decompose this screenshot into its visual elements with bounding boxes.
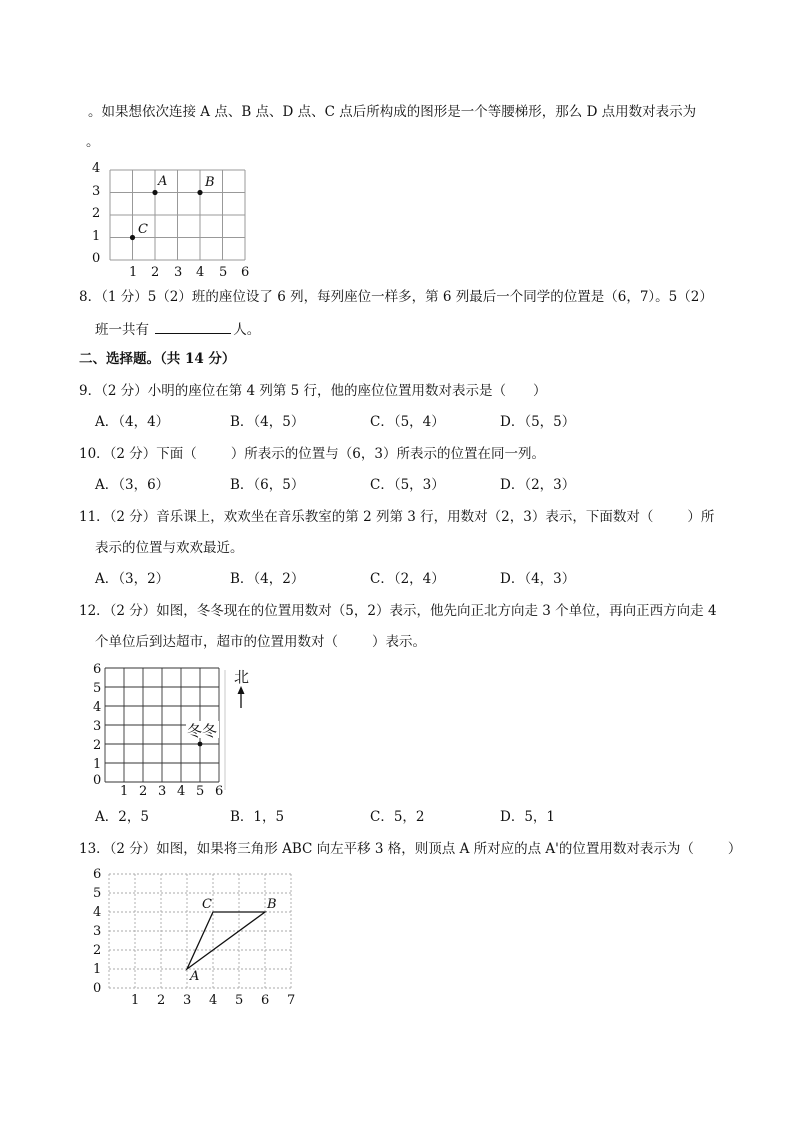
q7-line2: 。 <box>86 134 100 150</box>
q10-stem <box>79 445 545 463</box>
q12-option-d[interactable]: D．5，1 <box>500 809 556 825</box>
q12-line2-a: 个单位后到达超市，超市的位置用数对（ <box>95 634 338 650</box>
q12-line2 <box>95 633 426 651</box>
x-tick: 6 <box>241 265 250 280</box>
y-tick: 6 <box>93 662 102 677</box>
q11-line1-a: 11．（2 分）音乐课上，欢欢坐在音乐教室的第 2 列第 3 行，用数对（2，3）表示，下面数对（ <box>79 509 654 525</box>
q11-option-d[interactable]: D．（4，3） <box>500 571 576 587</box>
q9-option-b[interactable]: B．（4，5） <box>230 414 305 430</box>
q12-option-b[interactable]: B．1，5 <box>230 809 285 825</box>
x-tick: 3 <box>174 265 183 280</box>
vertex-a-label: A <box>190 969 200 984</box>
point-c-label: C <box>138 222 148 237</box>
y-tick: 2 <box>93 738 102 753</box>
x-tick: 7 <box>287 993 296 1008</box>
q11-line1-b: ）所 <box>687 509 715 525</box>
y-tick: 3 <box>92 184 101 199</box>
q7-coordinate-grid <box>85 158 255 280</box>
q10-option-b[interactable]: B．（6，5） <box>230 477 305 493</box>
q8-line2-suffix: 人。 <box>233 322 261 338</box>
x-tick: 1 <box>120 784 129 799</box>
y-tick: 1 <box>93 962 102 977</box>
q12-line2-b: ）表示。 <box>372 634 426 650</box>
point-a-label: A <box>158 174 168 189</box>
q8-answer-blank[interactable] <box>155 319 231 334</box>
north-arrow-icon <box>238 686 245 708</box>
vertex-b-label: B <box>267 897 277 912</box>
q9-option-d[interactable]: D．（5，5） <box>500 414 576 430</box>
q11-option-a[interactable]: A．（3，2） <box>95 571 170 587</box>
x-tick: 6 <box>215 784 224 799</box>
q13-coordinate-grid <box>88 866 302 1010</box>
vertex-c-label: C <box>202 897 212 912</box>
q13-stem-b: ） <box>727 841 742 857</box>
y-tick: 4 <box>93 905 102 920</box>
x-tick: 5 <box>196 784 205 799</box>
q11-line1 <box>79 508 714 526</box>
q10-option-a[interactable]: A．（3，6） <box>95 477 170 493</box>
y-tick: 1 <box>92 229 101 244</box>
y-tick: 4 <box>92 161 101 176</box>
y-tick: 4 <box>93 700 102 715</box>
q9-stem: 9．（2 分）小明的座位在第 4 列第 5 行，他的座位位置用数对表示是（ ） <box>79 383 547 399</box>
q11-option-b[interactable]: B．（4，2） <box>230 571 305 587</box>
q10-option-d[interactable]: D．（2，3） <box>500 477 576 493</box>
q8-line2 <box>95 319 260 339</box>
x-tick: 3 <box>183 993 192 1008</box>
q12-option-c[interactable]: C．5，2 <box>370 809 425 825</box>
q10-stem-b: ）所表示的位置与（6，3）所表示的位置在同一列。 <box>230 446 545 462</box>
q9-option-c[interactable]: C．（5，4） <box>370 414 445 430</box>
q12-coordinate-grid <box>88 660 260 800</box>
q11-option-c[interactable]: C．（2，4） <box>370 571 445 587</box>
y-tick: 6 <box>93 867 102 882</box>
x-tick: 5 <box>219 265 228 280</box>
q8-line2-prefix: 班一共有 <box>95 322 149 338</box>
y-tick: 3 <box>93 924 102 939</box>
x-tick: 6 <box>261 993 270 1008</box>
y-tick: 0 <box>93 981 102 996</box>
x-tick: 4 <box>177 784 186 799</box>
x-tick: 2 <box>151 265 160 280</box>
x-tick: 1 <box>129 265 138 280</box>
x-tick: 2 <box>157 993 166 1008</box>
y-tick: 3 <box>93 719 102 734</box>
q11-line2: 表示的位置与欢欢最近。 <box>95 540 244 556</box>
y-tick: 2 <box>92 206 101 221</box>
y-tick: 0 <box>92 251 101 266</box>
point-b-label: B <box>205 175 215 190</box>
y-tick: 0 <box>93 773 102 788</box>
q13-stem-a: 13．（2 分）如图，如果将三角形 ABC 向左平移 3 格，则顶点 A 所对应的点 A'的位置用数对表示为（ <box>79 841 694 857</box>
q7-line1: 。如果想依次连接 A 点、B 点、D 点、C 点后所构成的图形是一个等腰梯形，那么 D 点用数对表示为 <box>88 104 697 120</box>
point-a <box>152 190 157 195</box>
y-tick: 5 <box>93 681 102 696</box>
x-tick: 4 <box>209 993 218 1008</box>
x-tick: 1 <box>131 993 140 1008</box>
x-tick: 5 <box>235 993 244 1008</box>
q10-option-c[interactable]: C．（5，3） <box>370 477 445 493</box>
section-title: 二、选择题。（共 14 分） <box>79 351 236 367</box>
q12-option-a[interactable]: A．2，5 <box>95 809 149 825</box>
y-tick: 2 <box>93 943 102 958</box>
x-tick: 2 <box>139 784 148 799</box>
point-c <box>130 235 135 240</box>
q9-option-a[interactable]: A．（4，4） <box>95 414 170 430</box>
dongdong-point <box>198 742 203 747</box>
q10-stem-a: 10．（2 分）下面（ <box>79 446 197 462</box>
y-tick: 5 <box>93 886 102 901</box>
triangle-abc <box>187 912 265 969</box>
q13-stem <box>79 840 741 858</box>
q12-line1: 12．（2 分）如图，冬冬现在的位置用数对（5，2）表示，他先向正北方向走 3 个单位，再向正西方向走 4 <box>79 603 717 619</box>
x-tick: 4 <box>196 265 205 280</box>
north-label: 北 <box>234 668 250 686</box>
q8-line1: 8．（1 分）5（2）班的座位设了 6 列，每列座位一样多，第 6 列最后一个同学的位置是（6，7）。5（2） <box>79 289 713 305</box>
dongdong-label: 冬冬 <box>187 722 218 740</box>
y-tick: 1 <box>93 757 102 772</box>
x-tick: 3 <box>158 784 167 799</box>
point-b <box>197 190 202 195</box>
